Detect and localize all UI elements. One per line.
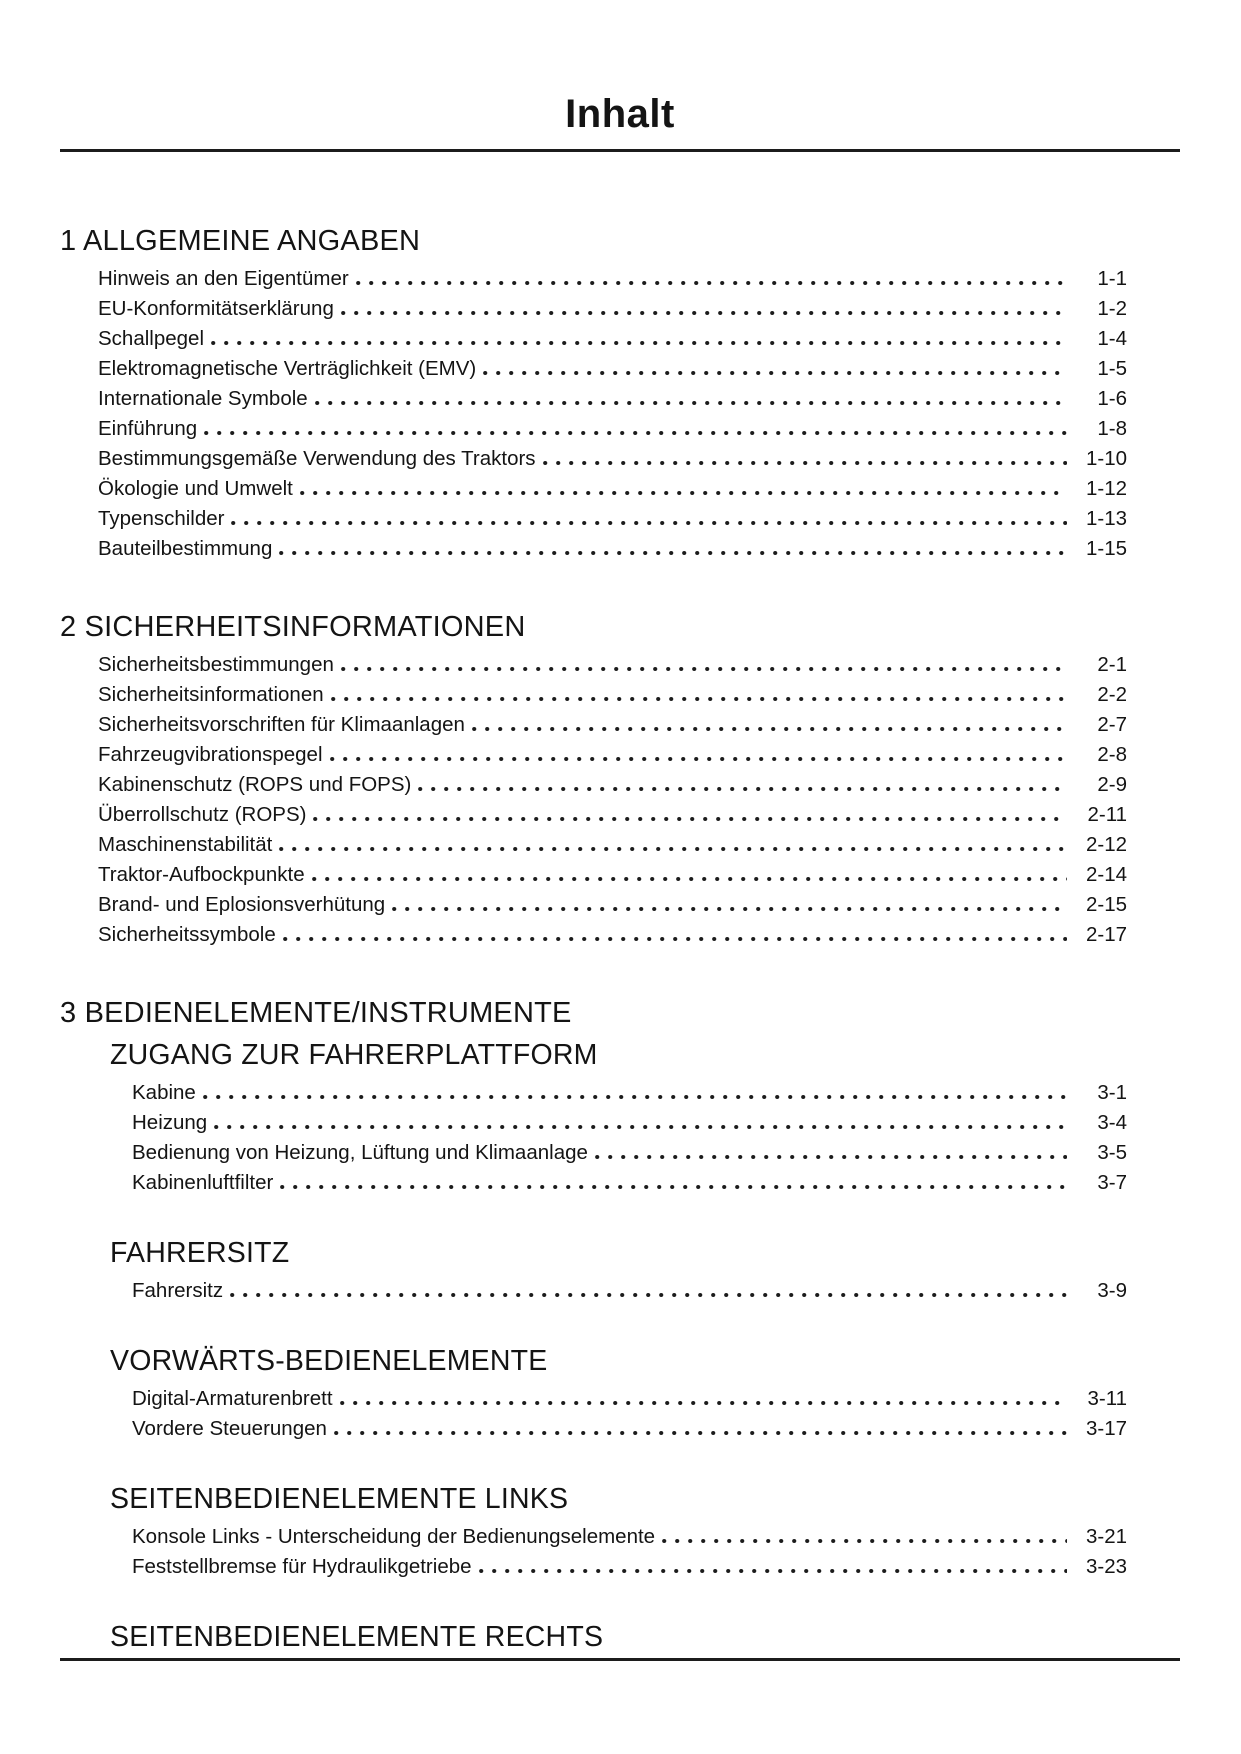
dot-leader	[300, 491, 1067, 495]
dot-leader	[483, 371, 1067, 375]
toc-entry-label: Heizung	[132, 1111, 208, 1134]
toc-entry-page: 3-21	[1085, 1525, 1127, 1548]
dot-leader	[230, 1293, 1067, 1297]
toc-subsection	[60, 1620, 1180, 1654]
toc-entry-label: Ökologie und Umwelt	[98, 477, 293, 500]
toc-entry-label: Bauteilbestimmung	[98, 537, 273, 560]
page-title: Inhalt	[565, 92, 675, 136]
toc-entry[interactable]	[98, 384, 1127, 414]
toc-entry[interactable]	[98, 504, 1127, 534]
dot-leader	[331, 697, 1067, 701]
toc-entry-page: 2-8	[1097, 743, 1127, 766]
dot-leader	[312, 877, 1067, 881]
toc-entry-label: Brand- und Eplosionsverhütung	[98, 893, 386, 916]
dot-leader	[472, 727, 1067, 731]
toc-entry[interactable]	[132, 1168, 1127, 1198]
toc-entry-label: Typenschilder	[98, 507, 225, 530]
toc-entry-page: 2-17	[1085, 923, 1127, 946]
toc-entry-page: 3-1	[1097, 1081, 1127, 1104]
dot-leader	[356, 281, 1067, 285]
toc-entry[interactable]	[98, 324, 1127, 354]
toc-entry-label: Hinweis an den Eigentümer	[98, 267, 349, 290]
toc-entry-label: Sicherheitsbestimmungen	[98, 653, 334, 676]
toc-entry[interactable]	[98, 860, 1127, 890]
toc-entry[interactable]	[98, 414, 1127, 444]
toc-entry-page: 3-11	[1087, 1387, 1127, 1410]
toc-entry[interactable]	[132, 1108, 1127, 1138]
footer-divider	[60, 1658, 1180, 1661]
dot-leader	[283, 937, 1067, 941]
toc-entry[interactable]	[98, 800, 1127, 830]
toc-entry[interactable]	[132, 1414, 1127, 1444]
toc-entry-label: Überrollschutz (ROPS)	[98, 803, 307, 826]
toc-entry-page: 3-5	[1097, 1141, 1127, 1164]
toc-entry-page: 2-9	[1097, 773, 1127, 796]
toc-subsection	[60, 1236, 1180, 1306]
dot-leader	[280, 1185, 1067, 1189]
subsection-heading: ZUGANG ZUR FAHRERPLATTFORM	[110, 1039, 598, 1071]
toc-entry[interactable]	[98, 534, 1127, 564]
dot-leader	[662, 1539, 1067, 1543]
toc-entry[interactable]	[98, 830, 1127, 860]
subsection-heading: SEITENBEDIENELEMENTE LINKS	[110, 1483, 569, 1515]
toc-entry[interactable]	[98, 650, 1127, 680]
toc-entry-page: 2-12	[1085, 833, 1127, 856]
toc-entry-label: Elektromagnetische Verträglichkeit (EMV)	[98, 357, 477, 380]
section-heading: 3 BEDIENELEMENTE/INSTRUMENTE	[60, 997, 572, 1029]
toc-entry-list	[60, 1078, 1180, 1198]
toc-entry-page: 1-4	[1097, 327, 1127, 350]
toc-entry[interactable]	[132, 1522, 1127, 1552]
toc-entry-label: Digital-Armaturenbrett	[132, 1387, 333, 1410]
dot-leader	[595, 1155, 1067, 1159]
toc-content	[60, 0, 1180, 1654]
toc-entry-page: 2-15	[1085, 893, 1127, 916]
toc-entry-page: 1-2	[1097, 297, 1127, 320]
subsection-heading: VORWÄRTS-BEDIENELEMENTE	[110, 1345, 548, 1377]
toc-section	[60, 224, 1180, 564]
toc-entry-page: 2-11	[1087, 803, 1127, 826]
dot-leader	[203, 1095, 1067, 1099]
toc-entry-label: Einführung	[98, 417, 198, 440]
subsection-heading: FAHRERSITZ	[110, 1237, 290, 1269]
toc-entry-label: Sicherheitssymbole	[98, 923, 276, 946]
toc-entry-page: 1-10	[1085, 447, 1127, 470]
toc-entry-label: Kabinenschutz (ROPS und FOPS)	[98, 773, 412, 796]
dot-leader	[231, 521, 1067, 525]
dot-leader	[543, 461, 1067, 465]
toc-entry-list	[60, 1522, 1180, 1582]
toc-entry[interactable]	[98, 770, 1127, 800]
title-divider	[60, 149, 1180, 152]
dot-leader	[211, 341, 1067, 345]
toc-entry[interactable]	[132, 1552, 1127, 1582]
toc-entry-list	[60, 1276, 1180, 1306]
toc-entry-page: 3-9	[1097, 1279, 1127, 1302]
dot-leader	[479, 1569, 1067, 1573]
dot-leader	[392, 907, 1067, 911]
toc-entry-label: EU-Konformitätserklärung	[98, 297, 334, 320]
toc-entry[interactable]	[98, 740, 1127, 770]
toc-entry[interactable]	[132, 1276, 1127, 1306]
toc-entry-page: 1-12	[1085, 477, 1127, 500]
dot-leader	[214, 1125, 1067, 1129]
toc-entry-label: Bedienung von Heizung, Lüftung und Klimaanlage	[132, 1141, 588, 1164]
toc-entry-page: 1-15	[1085, 537, 1127, 560]
toc-entry-page: 1-1	[1097, 267, 1127, 290]
toc-entry-page: 2-7	[1097, 713, 1127, 736]
toc-entry-label: Traktor-Aufbockpunkte	[98, 863, 305, 886]
toc-entry[interactable]	[98, 890, 1127, 920]
toc	[60, 224, 1180, 1654]
toc-entry-label: Maschinenstabilität	[98, 833, 273, 856]
toc-entry-list	[60, 1384, 1180, 1444]
toc-entry-page: 3-17	[1085, 1417, 1127, 1440]
toc-subsection	[60, 1038, 1180, 1198]
toc-entry-page: 3-4	[1097, 1111, 1127, 1134]
dot-leader	[279, 847, 1067, 851]
toc-entry[interactable]	[132, 1384, 1127, 1414]
dot-leader	[334, 1431, 1067, 1435]
toc-entry-page: 2-14	[1085, 863, 1127, 886]
toc-subsection	[60, 1344, 1180, 1444]
toc-entry-label: Fahrzeugvibrationspegel	[98, 743, 323, 766]
toc-entry-label: Fahrersitz	[132, 1279, 224, 1302]
dot-leader	[330, 757, 1068, 761]
toc-entry[interactable]	[98, 680, 1127, 710]
toc-entry[interactable]	[98, 710, 1127, 740]
dot-leader	[204, 431, 1067, 435]
toc-entry-list	[60, 650, 1180, 950]
toc-entry[interactable]	[132, 1138, 1127, 1168]
dot-leader	[418, 787, 1067, 791]
toc-subsection	[60, 1482, 1180, 1582]
toc-entry-page: 2-1	[1097, 653, 1127, 676]
toc-entry-page: 3-7	[1097, 1171, 1127, 1194]
toc-entry[interactable]	[98, 444, 1127, 474]
toc-section	[60, 996, 1180, 1654]
section-heading: 2 SICHERHEITSINFORMATIONEN	[60, 611, 526, 643]
toc-entry-label: Konsole Links - Unterscheidung der Bedienungselemente	[132, 1525, 656, 1548]
toc-entry-page: 1-8	[1097, 417, 1127, 440]
toc-entry-label: Feststellbremse für Hydraulikgetriebe	[132, 1555, 472, 1578]
dot-leader	[340, 1401, 1067, 1405]
toc-entry-page: 1-13	[1085, 507, 1127, 530]
dot-leader	[341, 311, 1067, 315]
toc-entry-label: Kabinenluftfilter	[132, 1171, 274, 1194]
toc-section	[60, 610, 1180, 950]
toc-entry-label: Internationale Symbole	[98, 387, 308, 410]
toc-entry[interactable]	[98, 920, 1127, 950]
toc-entry-page: 1-5	[1097, 357, 1127, 380]
toc-entry-list	[60, 264, 1180, 564]
toc-entry-label: Vordere Steuerungen	[132, 1417, 327, 1440]
toc-entry[interactable]	[98, 354, 1127, 384]
dot-leader	[341, 667, 1067, 671]
toc-entry-page: 3-23	[1085, 1555, 1127, 1578]
toc-entry-label: Kabine	[132, 1081, 196, 1104]
section-heading: 1 ALLGEMEINE ANGABEN	[60, 225, 421, 257]
toc-entry-page: 2-2	[1097, 683, 1127, 706]
toc-entry-label: Sicherheitsvorschriften für Klimaanlagen	[98, 713, 465, 736]
dot-leader	[313, 817, 1067, 821]
toc-entry[interactable]	[132, 1078, 1127, 1108]
toc-entry-label: Schallpegel	[98, 327, 204, 350]
toc-entry[interactable]	[98, 294, 1127, 324]
dot-leader	[315, 401, 1067, 405]
toc-entry[interactable]	[98, 264, 1127, 294]
dot-leader	[279, 551, 1067, 555]
toc-entry-label: Sicherheitsinformationen	[98, 683, 324, 706]
toc-entry[interactable]	[98, 474, 1127, 504]
subsection-heading: SEITENBEDIENELEMENTE RECHTS	[110, 1621, 604, 1653]
toc-entry-page: 1-6	[1097, 387, 1127, 410]
toc-entry-label: Bestimmungsgemäße Verwendung des Traktors	[98, 447, 536, 470]
